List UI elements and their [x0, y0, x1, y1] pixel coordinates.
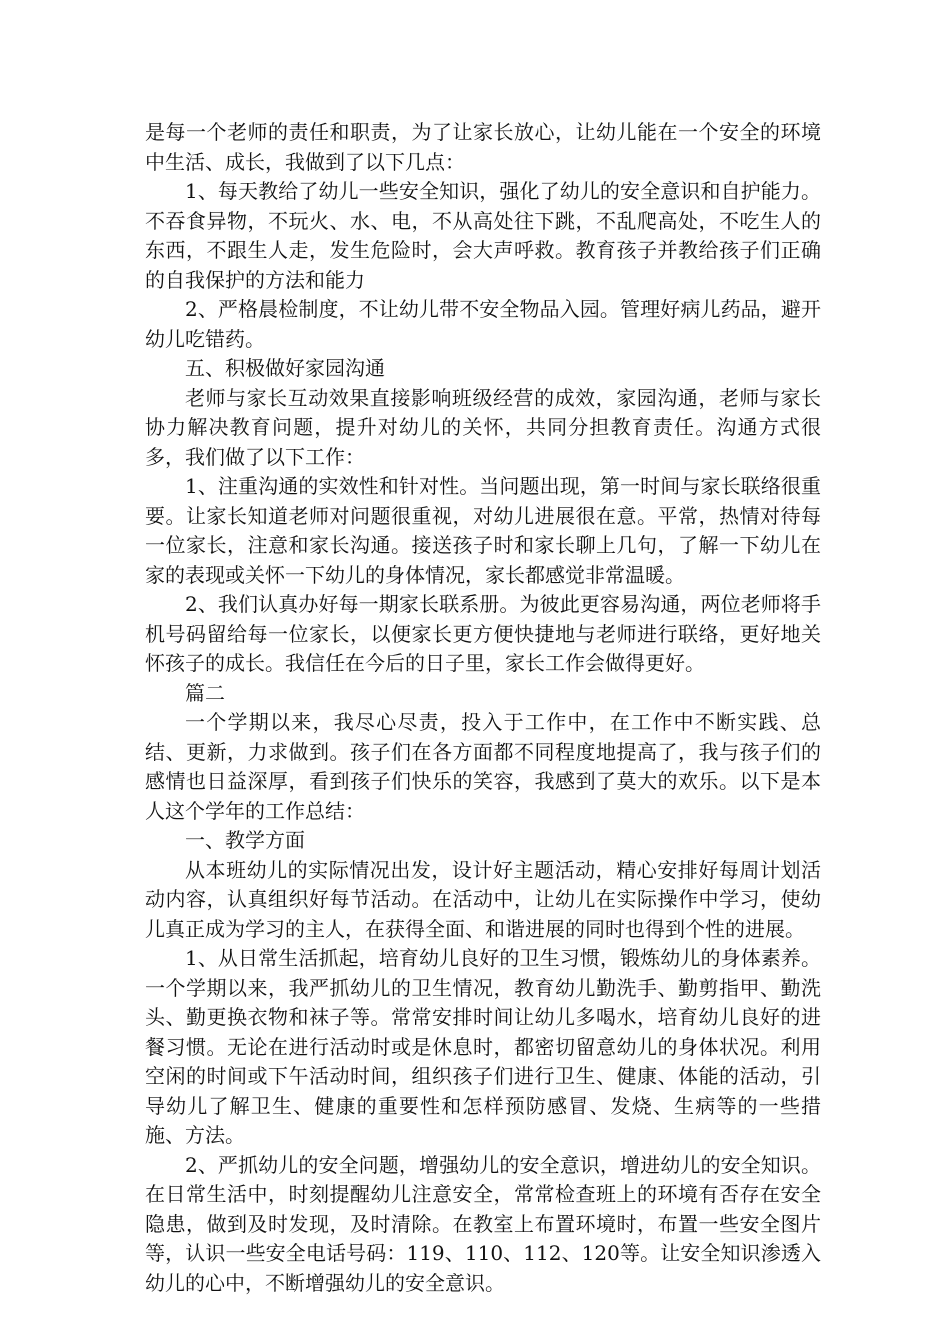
- section-heading-part-two: 篇二: [185, 680, 225, 705]
- paragraph-9: 一个学期以来，我尽心尽责，投入于工作中，在工作中不断实践、总结、更新，力求做到。孩子们在各方面都不同程度地提高了，我与孩子们的感情也日益深厚，看到孩子们快乐的笑容，我感到了莫大的欢乐。以下是本人这个学年的工作总结：: [145, 710, 821, 823]
- paragraph-1: 是每一个老师的责任和职责，为了让家长放心，让幼儿能在一个安全的环境中生活、成长，我做到了以下几点：: [145, 120, 821, 174]
- paragraph-7: 2、我们认真办好每一期家长联系册。为彼此更容易沟通，两位老师将手机号码留给每一位家长，以便家长更方便快捷地与老师进行联络，更好地关怀孩子的成长。我信任在今后的日子里，家长工作会做得更好。: [145, 592, 821, 675]
- paragraph-11: 从本班幼儿的实际情况出发，设计好主题活动，精心安排好每周计划活动内容，认真组织好每节活动。在活动中，让幼儿在实际操作中学习，使幼儿真正成为学习的主人，在获得全面、和谐进展的同时也得到个性的进展。: [145, 857, 821, 941]
- paragraph-5: 老师与家长互动效果直接影响班级经营的成效，家园沟通，老师与家长协力解决教育问题，提升对幼儿的关怀，共同分担教育责任。沟通方式很多，我们做了以下工作：: [145, 385, 821, 469]
- paragraph-12: 1、从日常生活抓起，培育幼儿良好的卫生习惯，锻炼幼儿的身体素养。一个学期以来，我严抓幼儿的卫生情况，教育幼儿勤洗手、勤剪指甲、勤洗头、勤更换衣物和袜子等。常常安排时间让幼儿多喝水，培育幼儿良好的进餐习惯。无论在进行活动时或是休息时，都密切留意幼儿的身体状况。利用空闲的时间或下午活动时间，组织孩子们进行卫生、健康、体能的活动，引导幼儿了解卫生、健康的重要性和怎样预防感冒、发烧、生病等的一些措施、方法。: [145, 946, 821, 1147]
- document-body: [145, 118, 821, 1298]
- paragraph-2: 1、每天教给了幼儿一些安全知识，强化了幼儿的安全意识和自护能力。不吞食异物，不玩火、水、电，不从高处往下跳，不乱爬高处，不吃生人的东西，不跟生人走，发生危险时，会大声呼救。教育孩子并教给孩子们正确的自我保护的方法和能力: [145, 179, 821, 292]
- paragraph-6: 1、注重沟通的实效性和针对性。当问题出现，第一时间与家长联络很重要。让家长知道老师对问题很重视，对幼儿进展很在意。平常，热情对待每一位家长，注意和家长沟通。接送孩子时和家长聊上几句，了解一下幼儿在家的表现或关怀一下幼儿的身体情况，家长都感觉非常温暖。: [145, 474, 821, 587]
- section-heading-home-school-communication: 五、积极做好家园沟通: [185, 356, 385, 380]
- paragraph-3: 2、严格晨检制度，不让幼儿带不安全物品入园。管理好病儿药品，避开幼儿吃错药。: [145, 297, 821, 351]
- paragraph-13: 2、严抓幼儿的安全问题，增强幼儿的安全意识，增进幼儿的安全知识。在日常生活中，时刻提醒幼儿注意安全，常常检查班上的环境有否存在安全隐患，做到及时发现，及时清除。在教室上布置环境时，布置一些安全图片等，认识一些安全电话号码：119、110、112、120等。让安全知识渗透入幼儿的心中，不断增强幼儿的安全意识。: [145, 1152, 821, 1295]
- section-heading-teaching: 一、教学方面: [185, 828, 305, 852]
